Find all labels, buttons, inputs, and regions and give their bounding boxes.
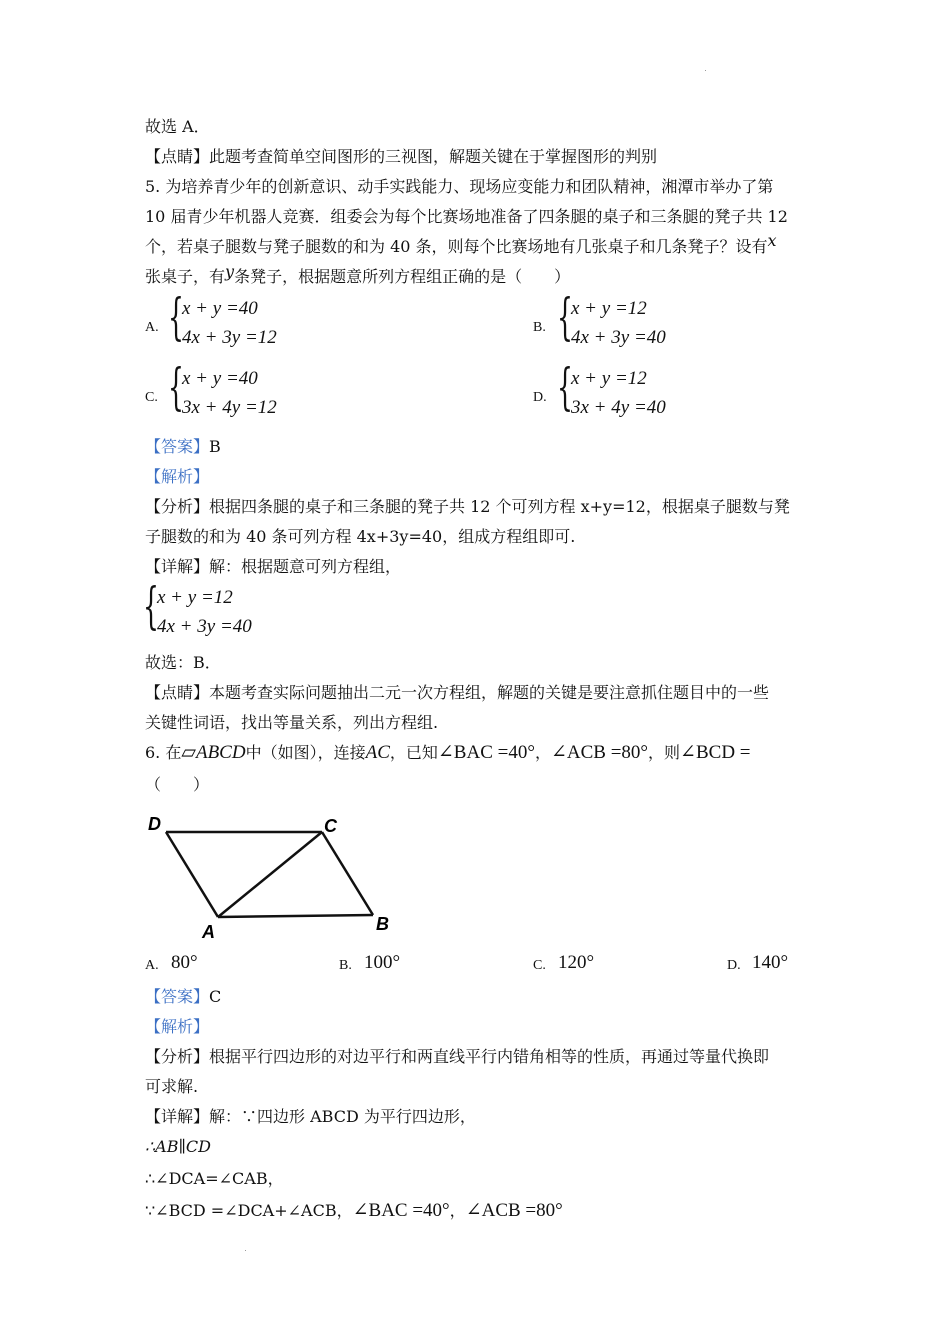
detail-system: [143, 577, 287, 647]
text-span: 张桌子，有: [145, 267, 226, 286]
parallelogram-figure: [140, 810, 400, 940]
option-label-a: A.: [145, 320, 159, 335]
text-span: ∵∠BCD =∠DCA+∠ACB，: [145, 1201, 353, 1220]
question-6-line: （ ）: [145, 775, 210, 794]
variable-y: y: [225, 262, 235, 281]
answer-line: [145, 986, 221, 1008]
text-span: ，已知: [389, 743, 438, 762]
text-span: 中（如图），连接: [245, 743, 366, 762]
detail-line: ∴AB∥CD: [145, 1137, 211, 1156]
comment-line: 关键性词语，找出等量关系，列出方程组.: [145, 713, 439, 732]
math: ∠BAC =40°: [352, 1200, 450, 1221]
scan-dot: [705, 70, 706, 71]
answer-value: B: [209, 437, 221, 456]
vertex-label-b: B: [376, 914, 389, 934]
text-span: ，: [534, 743, 551, 762]
equation: x + y =12: [571, 368, 647, 389]
equation: 4x + 3y =40: [571, 327, 666, 348]
vertex-label-c: C: [324, 816, 337, 836]
option-label-b: B.: [339, 958, 352, 973]
option-a-value: 80°: [171, 952, 198, 973]
vertex-label-a: A: [202, 922, 215, 940]
brace: {: [557, 288, 573, 346]
detail-line: [145, 1106, 476, 1128]
math: AC: [365, 742, 390, 763]
option-label-d: D.: [533, 390, 547, 405]
math: ∠BCD =: [680, 742, 751, 763]
math: ∠ACB =80°: [465, 1200, 563, 1221]
option-label-c: C.: [145, 390, 158, 405]
vertex-label-d: D: [148, 814, 161, 834]
analysis-line: 子腿数的和为 40 条可列方程 4x+3y=40，组成方程组即可.: [145, 527, 576, 546]
option-b-value: 100°: [364, 952, 401, 973]
answer-tag: 【答案】: [145, 437, 210, 456]
edge-ab: [218, 915, 373, 917]
answer-tag: 【答案】: [145, 987, 210, 1006]
option-label-b: B.: [533, 320, 546, 335]
detail-tag: 【详解】: [145, 557, 210, 576]
question-6-line: [145, 742, 751, 764]
brace: {: [168, 288, 184, 346]
equation: x + y =12: [157, 587, 233, 608]
analysis-line: 可求解.: [145, 1077, 199, 1096]
choice-line: 故选：B．: [145, 653, 221, 672]
option-label-d: D.: [727, 958, 741, 973]
diagonal-ac: [218, 832, 322, 917]
detail-text: 解：根据题意可列方程组，: [209, 557, 402, 576]
brace: {: [143, 577, 159, 635]
detail-line: [145, 556, 401, 578]
text-span: 个，若桌子腿数与凳子腿数的和为 40 条，则每个比赛场地有几张桌子和几条凳子？设有: [145, 237, 768, 256]
brace: {: [168, 358, 184, 416]
edge-da: [166, 832, 218, 917]
question-5-line: 10 届青少年机器人竞赛．组委会为每个比赛场地准备了四条腿的桌子和三条腿的凳子共 12: [145, 207, 788, 226]
equation: 3x + 4y =12: [182, 397, 277, 418]
brace: {: [557, 358, 573, 416]
answer-value: C: [209, 987, 222, 1006]
text-line: 故选 A．: [145, 117, 210, 136]
analysis-line: 【分析】根据四条腿的桌子和三条腿的凳子共 12 个可列方程 x+y=12，根据桌子腿数与凳: [145, 497, 790, 516]
question-5-line: [145, 262, 571, 288]
option-b-system: [557, 288, 701, 358]
equation: 4x + 3y =40: [157, 616, 252, 637]
text-span: ，: [449, 1201, 466, 1220]
math: ∠ACB =80°: [550, 742, 649, 763]
option-a-system: [168, 288, 312, 358]
detail-line: ∴∠DCA=∠CAB，: [145, 1169, 284, 1188]
option-c-system: [168, 358, 312, 428]
answer-line: [145, 436, 221, 458]
equation: 3x + 4y =40: [571, 397, 666, 418]
equation: x + y =40: [182, 368, 258, 389]
edge-cb: [322, 832, 373, 915]
option-d-value: 140°: [752, 952, 789, 973]
detail-tag: 【详解】: [145, 1107, 210, 1126]
question-5-line: 5. 为培养青少年的创新意识、动手实践能力、现场应变能力和团队精神，湘潭市举办了第: [145, 177, 774, 196]
text-span: ，则: [648, 743, 681, 762]
variable-x: x: [767, 231, 777, 250]
text-line: 【点睛】此题考查简单空间图形的三视图，解题关键在于掌握图形的判别: [145, 147, 658, 166]
text-span: 6. 在: [145, 743, 182, 762]
equation: 4x + 3y =12: [182, 327, 277, 348]
scan-dot: [245, 1250, 246, 1251]
detail-line: [145, 1200, 563, 1222]
comment-line: 【点睛】本题考查实际问题抽出二元一次方程组，解题的关键是要注意抓住题目中的一些: [145, 683, 770, 702]
question-5-line: [145, 231, 777, 258]
equation: x + y =12: [571, 298, 647, 319]
analysis-tag: 【解析】: [145, 1017, 210, 1036]
math: ∠BAC =40°: [437, 742, 535, 763]
analysis-tag: 【解析】: [145, 467, 210, 486]
option-label-a: A.: [145, 958, 159, 973]
option-d-system: [557, 358, 701, 428]
analysis-line: 【分析】根据平行四边形的对边平行和两直线平行内错角相等的性质，再通过等量代换即: [145, 1047, 770, 1066]
detail-text: 解：∵四边形 ABCD 为平行四边形，: [209, 1107, 476, 1126]
equation: x + y =40: [182, 298, 258, 319]
math: ▱ABCD: [181, 742, 246, 763]
option-label-c: C.: [533, 958, 546, 973]
text-span: 条凳子，根据题意所列方程组正确的是（ ）: [234, 267, 571, 286]
option-c-value: 120°: [558, 952, 595, 973]
